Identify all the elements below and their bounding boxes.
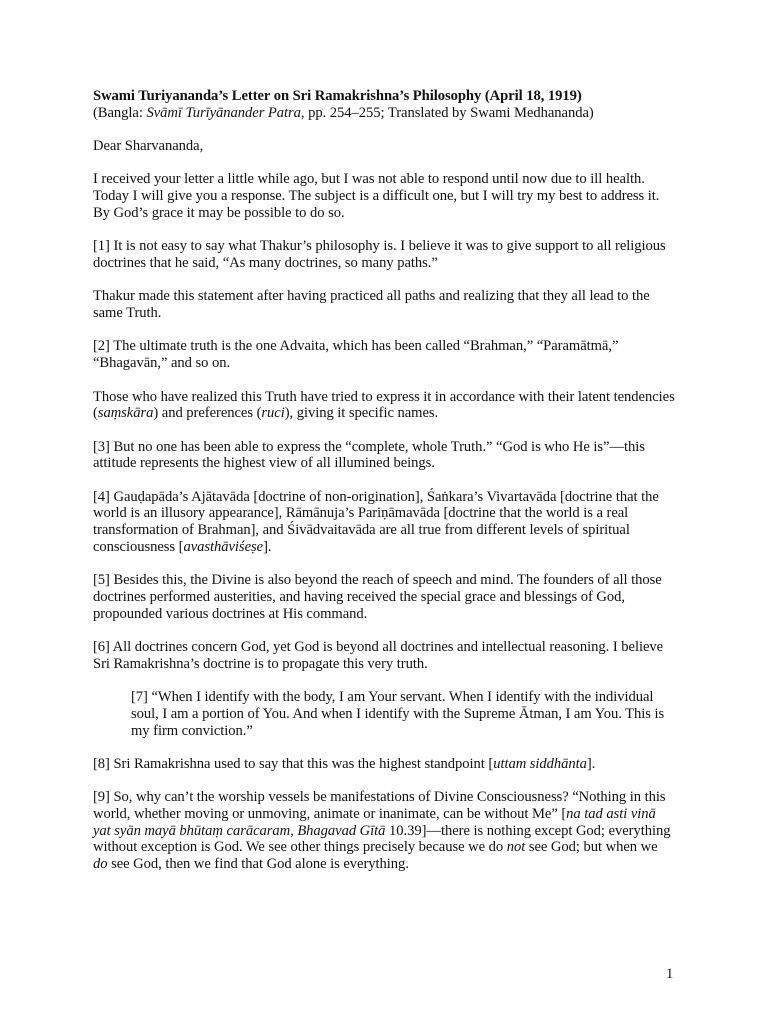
source-suffix: , pp. 254–255; Translated by Swami Medhananda) bbox=[300, 104, 594, 121]
emphasis: not bbox=[506, 839, 526, 856]
sanskrit-verse: na tad asti vinā yat syān mayā bhūtaṃ carācaram bbox=[93, 806, 656, 839]
paragraph-1b: Thakur made this statement after having practiced all paths and realizing that they all lead to the same Truth. bbox=[93, 288, 650, 322]
page-number: 1 bbox=[666, 966, 674, 982]
paragraph-3: [3] But no one has been able to express the “complete, whole Truth.” “God is who He is”—this attitude represents the highest view of all illumined beings. bbox=[93, 438, 645, 472]
salutation: Dear Sharvananda, bbox=[93, 138, 204, 155]
paragraph-9 bbox=[93, 789, 675, 873]
text-run: see God, then we find that God alone is everything. bbox=[107, 856, 409, 873]
text-run: , bbox=[290, 822, 298, 839]
sanskrit-term: avasthāviśeṣe bbox=[183, 538, 264, 555]
emphasis: do bbox=[93, 856, 108, 873]
sanskrit-term: ruci bbox=[261, 405, 285, 422]
source-line bbox=[93, 105, 675, 122]
source-prefix: (Bangla: bbox=[93, 104, 147, 121]
text-run: ), giving it specific names. bbox=[284, 405, 439, 422]
text-run: [4] Gauḍapāda’s Ajātavāda [doctrine of non-origination], Śaṅkara’s Vivartavāda [doctrine that the world is an illusory appearance], Rāmānuja’s Pariṇāmavāda [doctrine that the world is a real transformation of Brahman], and Śivādvaitavāda are all true from different levels of spiritual consciousness [ bbox=[93, 488, 659, 555]
sanskrit-term: saṃskāra bbox=[97, 405, 154, 422]
sanskrit-term: uttam siddhānta bbox=[493, 755, 587, 772]
paragraph-5: [5] Besides this, the Divine is also beyond the reach of speech and mind. The founders of all those doctrines performed austerities, and having received the special grace and blessings of God, propounded various doctrines at His command. bbox=[93, 572, 662, 622]
paragraph-2: [2] The ultimate truth is the one Advaita, which has been called “Brahman,” “Paramātmā,” “Bhagavān,” and so on. bbox=[93, 338, 619, 372]
text-run: see God; but when we bbox=[525, 839, 658, 856]
text-run: [9] So, why can’t the worship vessels be manifestations of Divine Consciousness? “Nothing in this world, whether moving or unmoving, animate or inanimate, can be without Me” [ bbox=[93, 789, 666, 823]
page-title: Swami Turiyananda’s Letter on Sri Ramakrishna’s Philosophy (April 18, 1919) bbox=[93, 88, 582, 104]
text-run: ]. bbox=[263, 538, 272, 555]
text-run: ]. bbox=[586, 755, 596, 772]
text-run: [8] Sri Ramakrishna used to say that this was the highest standpoint [ bbox=[93, 755, 494, 772]
scripture-title: Bhagavad Gītā bbox=[297, 822, 386, 839]
paragraph-4 bbox=[93, 489, 675, 556]
paragraph-8 bbox=[93, 756, 675, 773]
paragraph-7-quote: [7] “When I identify with the body, I am Your servant. When I identify with the individual soul, I am a portion of You. And when I identify with the Supreme Ātman, I am You. This is my firm conviction.” bbox=[131, 689, 665, 739]
letter-page bbox=[93, 88, 675, 873]
paragraph-1: [1] It is not easy to say what Thakur’s philosophy is. I believe it was to give support to all religious doctrines that he said, “As many doctrines, so many paths.” bbox=[93, 238, 666, 271]
source-book-title: Svāmī Turīyānander Patra bbox=[146, 104, 301, 121]
text-run: Those who have realized this Truth have tried to express it in accordance with their latent tendencies ( bbox=[93, 388, 675, 422]
text-run: 10.39]—there is nothing except God; everything without exception is God. We see other things precisely because we do bbox=[93, 822, 671, 856]
paragraph-2b bbox=[93, 389, 675, 422]
paragraph-6: [6] All doctrines concern God, yet God is beyond all doctrines and intellectual reasoning. I believe Sri Ramakrishna’s doctrine is to propagate this very truth. bbox=[93, 639, 664, 672]
paragraph-intro: I received your letter a little while ago, but I was not able to respond until now due to ill health. Today I will give you a response. The subject is a difficult one, but I will try my best to address it. By God’s grace it may be possible to do so. bbox=[93, 171, 660, 221]
text-run: ) and preferences ( bbox=[153, 405, 262, 422]
